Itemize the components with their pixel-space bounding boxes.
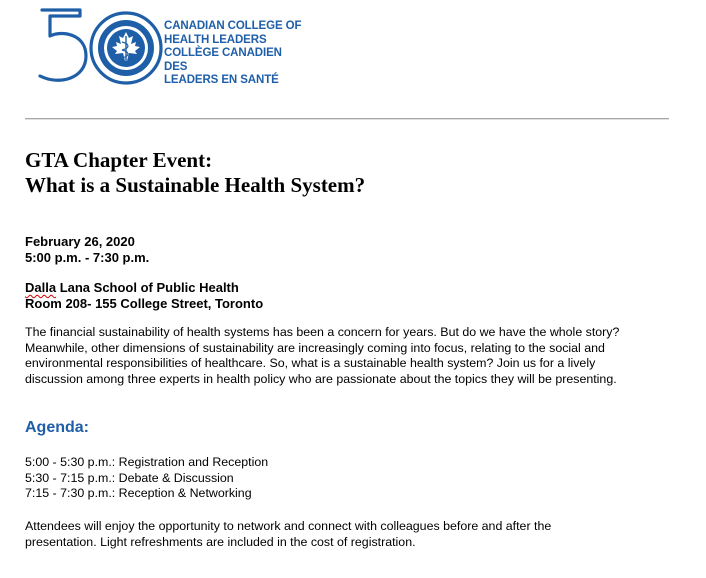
logo-wordmark: [164, 20, 302, 88]
agenda-item: 5:30 - 7:15 p.m.: Debate & Discussion: [25, 470, 234, 485]
logo-line-4: LEADERS EN SANTÉ: [164, 74, 279, 86]
event-venue: [25, 280, 263, 296]
logo-line-2: HEALTH LEADERS: [164, 33, 267, 46]
title-line-1: GTA Chapter Event:: [25, 148, 213, 172]
event-date: February 26, 2020: [25, 234, 135, 249]
logo-line-1: CANADIAN COLLEGE OF: [164, 20, 302, 32]
agenda-item: 7:15 - 7:30 p.m.: Reception & Networking: [25, 486, 252, 501]
agenda-item: 5:00 - 5:30 p.m.: Registration and Reception: [25, 455, 269, 469]
description-line: environmental responsibilities of healthcare. So, what is a sustainable health system? Join us for a lively: [25, 356, 596, 371]
description-line: The financial sustainability of health systems has been a concern for years. But do we have the whole story?: [25, 325, 620, 339]
event-location: [25, 280, 263, 311]
header-divider: [25, 118, 669, 120]
title-line-2: What is a Sustainable Health System?: [25, 173, 366, 197]
agenda-list: [25, 455, 268, 502]
closing-line: presentation. Light refreshments are included in the cost of registration.: [25, 534, 416, 549]
description-line: discussion among three experts in health policy who are passionate about the topics they will be presenting.: [25, 371, 617, 386]
agenda-heading: Agenda:: [25, 419, 89, 436]
event-time: 5:00 p.m. - 7:30 p.m.: [25, 249, 150, 265]
college-logo: [22, 2, 302, 92]
spellcheck-word: Dalla: [25, 280, 57, 295]
logo-line-3: COLLÈGE CANADIEN DES: [164, 47, 282, 73]
description-line: Meanwhile, other dimensions of sustainability are increasingly coming into focus, relating to the social and: [25, 340, 605, 355]
event-address: Room 208- 155 College Street, Toronto: [25, 295, 264, 311]
event-description: [25, 325, 685, 387]
event-venue-rest: Lana School of Public Health: [56, 280, 239, 295]
closing-line: Attendees will enjoy the opportunity to network and connect with colleagues before and after the: [25, 519, 552, 533]
logo-50-emblem: [34, 6, 164, 88]
event-datetime: [25, 234, 149, 265]
closing-note: [25, 519, 685, 550]
page-title: [25, 148, 365, 198]
